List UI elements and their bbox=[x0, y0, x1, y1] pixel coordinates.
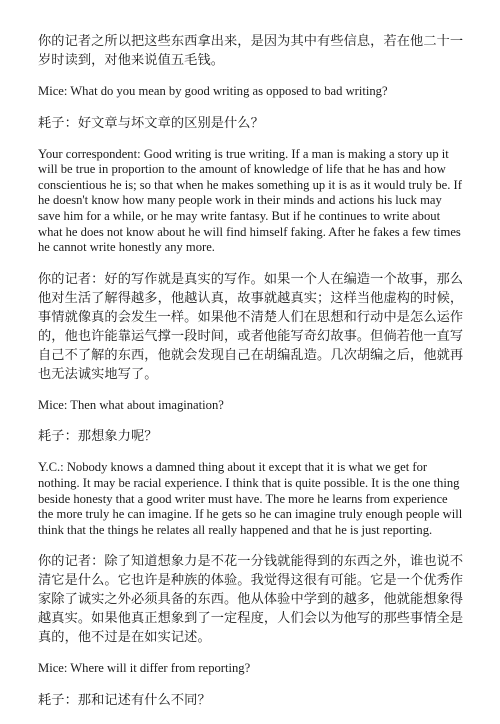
paragraph-en-answer-imagination: Y.C.: Nobody knows a damned thing about it except that it is what we get for nothing. It may be racial experience. I think that is quite possible. It is the one thing beside honesty that a good writer must have. The more he learns from experience the more truly he can imagine. If he gets so he can imagine truly enough people will think that the things he relates all really happened and that he is just reporting. bbox=[38, 460, 463, 537]
paragraph-en-answer-good-writing: Your correspondent: Good writing is true writing. If a man is making a story up it will be true in proportion to the amount of knowledge of life that he has and how conscientious he is; so that when he makes something up it is as it would truly be. If he doesn't know how many people work in their minds and actions his luck may save him for a while, or he may write fantasy. But if he continues to write about what he does not know about he will find himself faking. After he fakes a few times he cannot write honestly any more. bbox=[38, 146, 462, 255]
document-page bbox=[38, 32, 464, 724]
paragraph-en-question-imagination: Mice: Then what about imagination? bbox=[38, 397, 224, 412]
paragraph-en-question-good-writing: Mice: What do you mean by good writing as opposed to bad writing? bbox=[38, 84, 388, 98]
paragraph-en-question-reporting: Mice: Where will it differ from reporting? bbox=[38, 661, 251, 676]
paragraph-zh-question-reporting: 耗子：那和记述有什么不同？ bbox=[38, 692, 211, 708]
paragraph-zh-answer-good-writing: 你的记者：好的写作就是真实的写作。如果一个人在编造一个故事，那么他对生活了解得越多，他越认真，故事就越真实；这样当他虚构的时候，事情就像真的会发生一样。如果他不清楚人们在思想和行动中是怎么运作的，他也许能靠运气撑一段时间，或者他能写奇幻故事。但倘若他一直写自己不了解的东西，他就会发现自己在胡编乱造。几次胡编之后，他就再也无法诚实地写了。 bbox=[38, 271, 464, 382]
paragraph-zh-intro: 你的记者之所以把这些东西拿出来，是因为其中有些信息，若在他二十一岁时读到，对他来说值五毛钱。 bbox=[38, 34, 464, 68]
paragraph-zh-question-good-writing: 耗子：好文章与坏文章的区别是什么？ bbox=[38, 115, 264, 131]
paragraph-zh-answer-imagination: 你的记者：除了知道想象力是不花一分钱就能得到的东西之外，谁也说不清它是什么。它也许是种族的体验。我觉得这很有可能。它是一个优秀作家除了诚实之外必须具备的东西。他从体验中学到的越多，他就能想象得越真实。如果他真正想象到了一定程度，人们会以为他写的那些事情全是真的，他不过是在如实记述。 bbox=[38, 554, 464, 646]
paragraph-zh-question-imagination: 耗子：那想象力呢？ bbox=[38, 429, 158, 445]
